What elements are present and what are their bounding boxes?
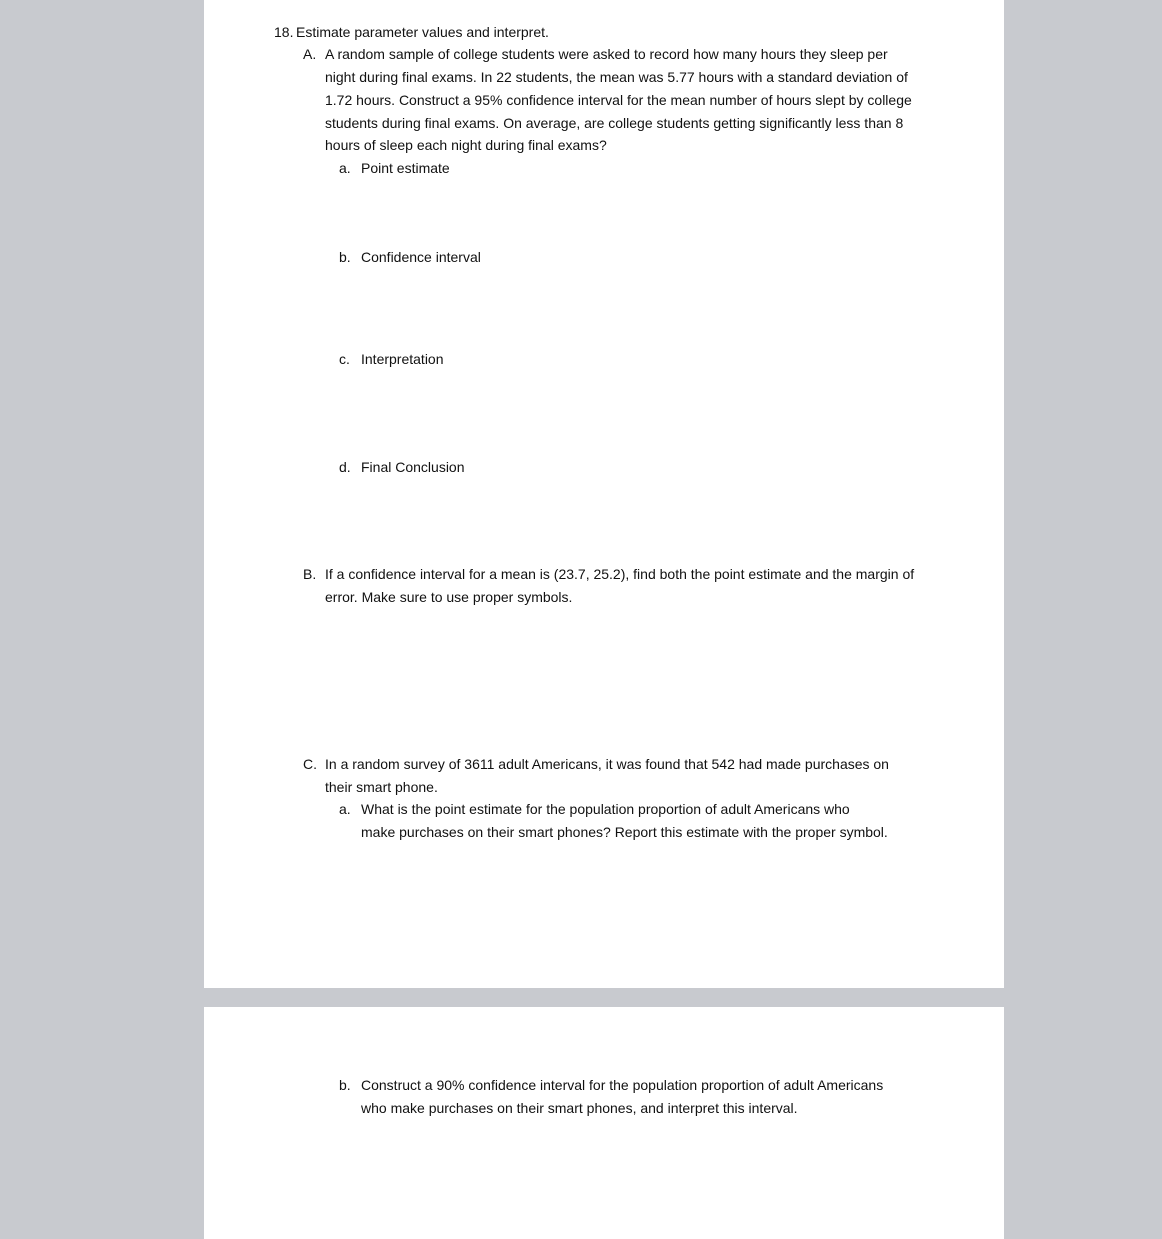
part-a-line: students during final exams. On average, are college students getting significantly less than 8	[325, 115, 904, 131]
part-a-marker: A.	[303, 46, 317, 62]
part-a-line: night during final exams. In 22 students, the mean was 5.77 hours with a standard deviation of	[325, 69, 908, 85]
part-c-sub-a-marker: a.	[339, 801, 351, 817]
part-a-sub-c-label: Interpretation	[361, 351, 444, 367]
part-c-sub-a-line: make purchases on their smart phones? Report this estimate with the proper symbol.	[361, 824, 888, 840]
part-b-line: error. Make sure to use proper symbols.	[325, 589, 573, 605]
document-page-2	[204, 1007, 1004, 1239]
part-b-line: If a confidence interval for a mean is (23.7, 25.2), find both the point estimate and the margin of	[325, 566, 915, 582]
part-a-line: hours of sleep each night during final exams?	[325, 137, 607, 153]
part-a-line: 1.72 hours. Construct a 95% confidence interval for the mean number of hours slept by college	[325, 92, 912, 108]
part-a-sub-a-marker: a.	[339, 160, 351, 176]
part-a-line: A random sample of college students were asked to record how many hours they sleep per	[325, 46, 888, 62]
part-c-sub-b-line: Construct a 90% confidence interval for the population proportion of adult Americans	[361, 1077, 884, 1093]
part-a-sub-d-marker: d.	[339, 459, 351, 475]
part-a-sub-b-label: Confidence interval	[361, 249, 481, 265]
part-c-sub-b-marker: b.	[339, 1077, 351, 1093]
part-c-sub-b-line: who make purchases on their smart phones, and interpret this interval.	[361, 1100, 798, 1116]
document-page-1	[204, 0, 1004, 988]
part-a-sub-c-marker: c.	[339, 351, 350, 367]
part-a-sub-a-label: Point estimate	[361, 160, 450, 176]
part-a-sub-b-marker: b.	[339, 249, 351, 265]
part-c-line: their smart phone.	[325, 779, 438, 795]
question-number: 18.	[274, 24, 294, 40]
part-b-marker: B.	[303, 566, 317, 582]
part-c-sub-a-line: What is the point estimate for the population proportion of adult Americans who	[361, 801, 850, 817]
question-title: Estimate parameter values and interpret.	[296, 24, 549, 40]
part-c-line: In a random survey of 3611 adult Americans, it was found that 542 had made purchases on	[325, 756, 889, 772]
part-c-marker: C.	[303, 756, 317, 772]
part-a-sub-d-label: Final Conclusion	[361, 459, 465, 475]
